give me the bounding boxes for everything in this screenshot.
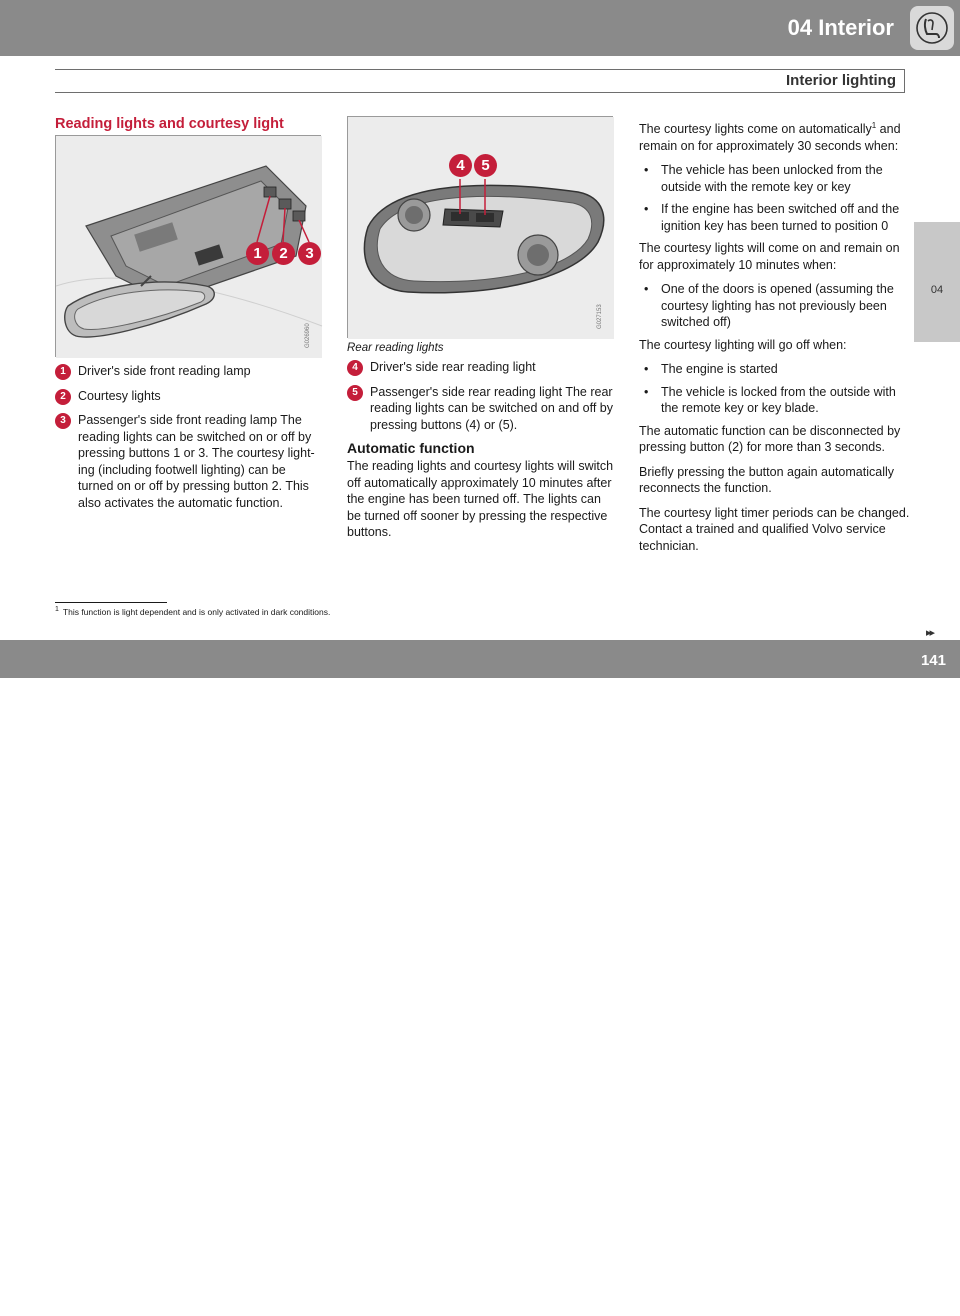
intro-paragraph: The courtesy lights come on automatically$^1$ and remain on for approximately 30 seconds when: xyxy=(639,121,901,153)
chapter-side-tab[interactable] xyxy=(914,222,960,342)
paragraph: The automatic function can be disconnected by pressing button (2) for more than 3 seconds. xyxy=(639,423,901,455)
number-badge: 2 xyxy=(55,389,71,405)
bullet-dot-icon: • xyxy=(644,282,649,297)
number-badge: 3 xyxy=(55,413,71,429)
footnote-mark: 1 xyxy=(55,606,59,613)
subheading-automatic-function: Automatic function xyxy=(347,440,475,456)
footer-bar xyxy=(0,640,960,1315)
paragraph: Briefly pressing the button again automatically reconnects the function. xyxy=(639,464,895,496)
right-column xyxy=(639,118,911,562)
bullet-dot-icon: • xyxy=(644,202,649,217)
chapter-header-bar xyxy=(0,0,960,56)
bullet-dot-icon: • xyxy=(644,384,649,399)
side-tab-label: 04 xyxy=(930,284,944,296)
callout-3: 3 xyxy=(298,242,321,265)
callout-1: 1 xyxy=(246,242,269,265)
footnote-text: This function is light dependent and is only activated in dark conditions. xyxy=(62,606,331,617)
section-header xyxy=(55,69,905,93)
list-item-text: Passenger's side front reading lamp The reading lights can be switched on or off by pressing buttons 1 or 3. The courtesy light- ing (including footwell lighting) can be turned on or off by pressing button 2. This also activates the automatic function. xyxy=(78,413,315,510)
list-item xyxy=(347,384,617,434)
number-badge: 4 xyxy=(347,360,363,376)
rear-lights-list xyxy=(347,359,617,441)
section-title: Interior lighting xyxy=(786,72,896,89)
paragraph: The courtesy lights will come on and remain on for approximately 10 minutes when: xyxy=(639,241,900,272)
footnote xyxy=(55,606,330,617)
list-item-text: Driver's side rear reading light xyxy=(370,360,536,374)
callout-2: 2 xyxy=(272,242,295,265)
list-item xyxy=(55,388,323,405)
number-badge: 5 xyxy=(347,385,363,401)
list-item xyxy=(347,359,617,376)
bullet-dot-icon: • xyxy=(644,163,649,178)
list-item xyxy=(55,363,323,380)
list-item-text: Driver's side front reading lamp xyxy=(78,364,251,378)
paragraph: The courtesy lighting will go off when: xyxy=(639,337,847,352)
number-badge: 1 xyxy=(55,364,71,380)
bullet-dot-icon: • xyxy=(644,362,649,377)
bullet-item: • If the engine has been switched off and the ignition key has been turned to position 0 xyxy=(644,202,900,233)
footnote-ref[interactable]: 1 xyxy=(871,121,877,130)
figure-code: G026960 xyxy=(305,323,311,348)
watermark: carmanualsonline.info xyxy=(540,1292,774,1315)
figure-caption: Rear reading lights xyxy=(347,342,444,354)
section-heading: Reading lights and courtesy light xyxy=(55,116,284,132)
chapter-icon-box xyxy=(910,6,954,50)
footnote-rule xyxy=(55,602,167,603)
callout-5: 5 xyxy=(474,154,497,177)
front-lights-list xyxy=(55,363,323,519)
automatic-function-paragraph: The reading lights and courtesy lights will switch off automatically approximately 10 minutes after the engine has been turned off. The lights can be turned off sooner by pressing the respective buttons. xyxy=(347,459,614,539)
next-page-arrows-icon[interactable]: ▸▸ xyxy=(926,627,934,639)
figure-code: G027153 xyxy=(597,304,603,329)
callout-4: 4 xyxy=(449,154,472,177)
bullet-item: • The engine is started xyxy=(644,362,778,377)
front-lights-figure xyxy=(55,135,321,357)
list-item-text: Passenger's side rear reading light The rear reading lights can be switched on and off by pressing buttons (4) or (5). xyxy=(370,384,613,432)
page-number: 141 xyxy=(920,652,946,669)
list-item xyxy=(55,412,323,511)
seat-icon xyxy=(914,10,950,46)
rear-lights-figure xyxy=(347,116,613,338)
bullet-item: • One of the doors is opened (assuming the courtesy lighting has not previously been switched off) xyxy=(644,282,894,330)
list-item-text: Courtesy lights xyxy=(78,388,161,403)
bullet-item: • The vehicle has been unlocked from the outside with the remote key or key xyxy=(644,163,883,194)
bullet-item: • The vehicle is locked from the outside with the remote key or key blade. xyxy=(644,384,896,416)
chapter-title: 04 Interior xyxy=(787,15,894,40)
rear-reading-light-illustration xyxy=(348,117,614,339)
paragraph: The courtesy light timer periods can be changed. Contact a trained and qualified Volvo service technician. xyxy=(639,505,910,553)
